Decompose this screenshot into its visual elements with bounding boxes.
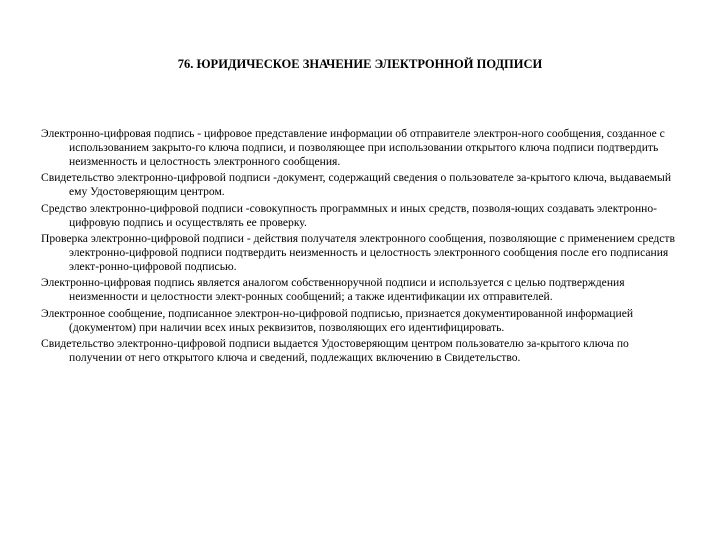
paragraph-analog-signature: Электронно-цифровая подпись является аналогом собственноручной подписи и используется с целью подтверждения неизменности и целостности элект-ронных сообщений; а также идентификации их отправителей. bbox=[41, 276, 625, 304]
slide-body bbox=[41, 127, 681, 367]
paragraph-certificate-issuance: Свидетельство электронно-цифровой подписи выдается Удостоверяющим центром пользователю за-крытого ключа по получении от него открытого ключа и сведений, подлежащих включению в Свидетельство. bbox=[41, 336, 629, 364]
paragraph-signed-message: Электронное сообщение, подписанное электрон-но-цифровой подписью, признается документированной информацией (документом) при наличии всех иных реквизитов, позволяющих его идентифицировать. bbox=[41, 306, 634, 334]
paragraph-eds-means: Средство электронно-цифровой подписи -совокупность программных и иных средств, позволя-ющих создавать электронно-цифровую подпись и осуществлять ее проверку. bbox=[41, 201, 658, 229]
paragraph-definition-eds: Электронно-цифровая подпись - цифровое представление информации об отправителе электрон-ного сообщения, созданное с использованием закрыто-го ключа подписи, и позволяющее при использовании открытого ключа подписи подтвердить неизменность и целостность электронного сообщения. bbox=[41, 127, 665, 169]
paragraph-verification: Проверка электронно-цифровой подписи - действия получателя электронного сообщения, позволяющие с применением средств электронно-цифровой подписи подтвердить неизменность и целостность электронного сообщения после его подписания элект-ронно-цифровой подписью. bbox=[41, 231, 675, 274]
paragraph-certificate: Свидетельство электронно-цифровой подписи -документ, содержащий сведения о пользователе за-крытого ключа, выдаваемый ему Удостоверяющим центром. bbox=[41, 171, 672, 199]
slide-title: 76. ЮРИДИЧЕСКОЕ ЗНАЧЕНИЕ ЭЛЕКТРОННОЙ ПОДПИСИ bbox=[177, 57, 543, 71]
